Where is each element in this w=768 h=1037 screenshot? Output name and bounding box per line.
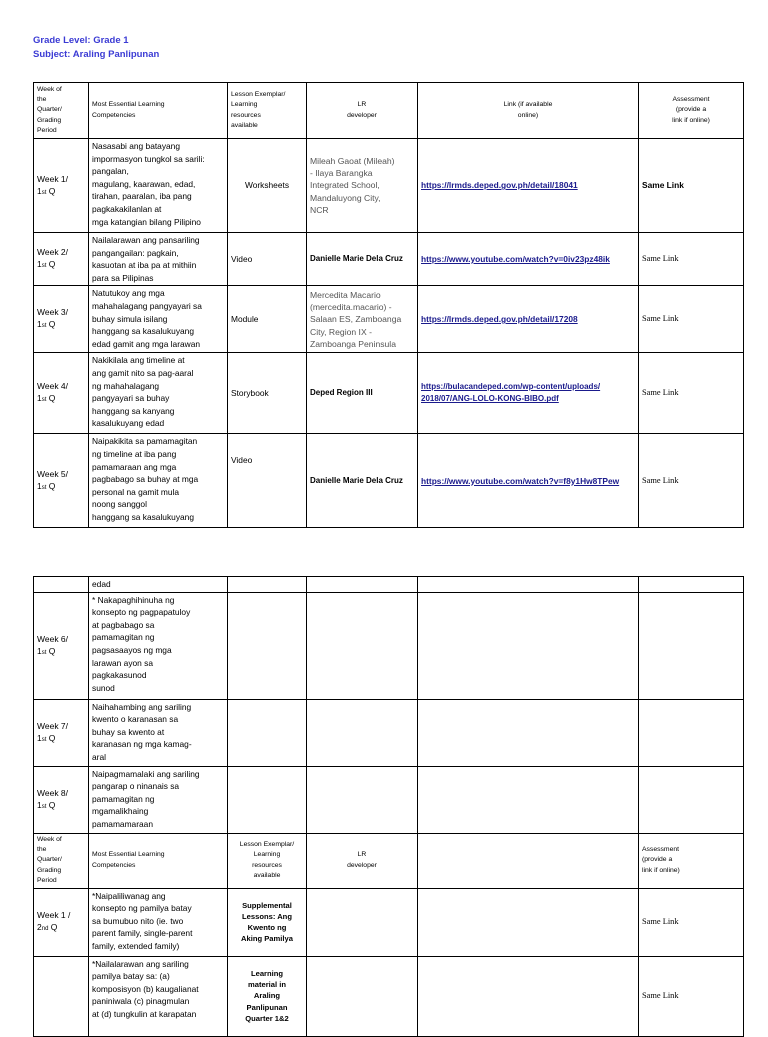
lesson-exemplar-column-header: Lesson Exemplar/ Learning resources available (228, 833, 307, 888)
week-cell: Week 5/ 1st Q (34, 434, 89, 528)
week-cell: Week 4/ 1st Q (34, 353, 89, 434)
week-cell: Week 7/ 1st Q (34, 699, 89, 766)
week-column-header: Week of the Quarter/ Grading Period (34, 83, 89, 139)
competency-cell: Naipagmamalaki ang sariling pangarap o ninanais sa pamamagitan ng mgamalikhaing pamamamaraan (89, 766, 228, 833)
competency-cell: Nasasabi ang batayang impormasyon tungkol sa sarili: pangalan, magulang, kaarawan, edad, tirahan, paaralan, iba pang pagkakakilanlan at mga katangian bilang Pilipino (89, 139, 228, 233)
competency-cell: Nakikilala ang timeline at ang gamit nito sa pag-aaral ng mahahalagang pangyayari sa buhay hanggang sa kanyang kasalukuyang edad (89, 353, 228, 434)
curriculum-table-page-2 (33, 576, 744, 1037)
grade-level-heading: Grade Level: Grade 1 (33, 35, 129, 46)
assessment-cell: Same Link (639, 434, 744, 528)
assessment-cell (639, 577, 744, 593)
lr-developer-column-header: LR developer (307, 833, 418, 888)
assessment-cell: Same Link (639, 139, 744, 233)
developer-cell (307, 699, 418, 766)
table-row (34, 766, 744, 833)
developer-cell (307, 888, 418, 956)
material-cell (228, 592, 307, 699)
material-cell: Video (228, 233, 307, 286)
week-cell: Week 2/ 1st Q (34, 233, 89, 286)
link-cell (418, 577, 639, 593)
table-row (34, 434, 744, 528)
week-cell: Week 3/ 1st Q (34, 286, 89, 353)
week-cell: Week 1/ 1st Q (34, 139, 89, 233)
assessment-column-header: Assessment (provide a link if online) (639, 833, 744, 888)
competency-cell: Naipakikita sa pamamagitan ng timeline at iba pang pamamaraan ang mga pagbabago sa buhay at mga personal na gamit mula noong sanggol hanggang sa kasalukuyang (89, 434, 228, 528)
competency-cell: *Nailalarawan ang sariling pamilya batay sa: (a) komposisyon (b) kaugalianat paniniwala (c) pinagmulan at (d) tungkulin at karapatan (89, 956, 228, 1036)
table-row (34, 286, 744, 353)
competency-cell: Nailalarawan ang pansariling pangangailan: pagkain, kasuotan at iba pa at mithiin para sa Pilipinas (89, 233, 228, 286)
lesson-exemplar-column-header: Lesson Exemplar/ Learning resources available (228, 83, 307, 139)
competency-cell: *Naipaliliwanag ang konsepto ng pamilya batay sa bumubuo nito (ie. two parent family, single-parent family, extended family) (89, 888, 228, 956)
table-header-row (34, 83, 744, 139)
table-row (34, 233, 744, 286)
competency-cell: Naihahambing ang sariling kwento o karanasan sa buhay sa kwento at karanasan ng mga kamag- aral (89, 699, 228, 766)
week-cell: Week 8/ 1st Q (34, 766, 89, 833)
table-row (34, 699, 744, 766)
link-cell (418, 956, 639, 1036)
competency-column-header: Most Essential Learning Competencies (89, 833, 228, 888)
table-row (34, 592, 744, 699)
material-cell: Module (228, 286, 307, 353)
assessment-cell (639, 592, 744, 699)
developer-cell: Danielle Marie Dela Cruz (307, 233, 418, 286)
link-column-header (418, 833, 639, 888)
resource-link[interactable]: https://lrmds.deped.gov.ph/detail/17208 (418, 286, 639, 353)
assessment-cell: Same Link (639, 353, 744, 434)
lr-developer-column-header: LR developer (307, 83, 418, 139)
resource-link[interactable]: https://www.youtube.com/watch?v=0iv23pz48ik (418, 233, 639, 286)
table-row (34, 577, 744, 593)
developer-cell (307, 577, 418, 593)
table-row (34, 956, 744, 1036)
competency-cell: edad (89, 577, 228, 593)
resource-link[interactable]: https://www.youtube.com/watch?v=f8y1Hw8TPew (418, 434, 639, 528)
competency-column-header: Most Essential Learning Competencies (89, 83, 228, 139)
assessment-cell: Same Link (639, 233, 744, 286)
assessment-cell (639, 699, 744, 766)
table-row (34, 888, 744, 956)
developer-cell: Deped Region III (307, 353, 418, 434)
developer-cell: Mercedita Macario (mercedita.macario) - Salaan ES, Zamboanga City, Region IX - Zamboanga Peninsula (307, 286, 418, 353)
material-cell (228, 766, 307, 833)
week-cell: Week 1 / 2nd Q (34, 888, 89, 956)
week-cell (34, 956, 89, 1036)
developer-cell (307, 592, 418, 699)
link-cell (418, 699, 639, 766)
link-cell (418, 592, 639, 699)
table-row (34, 353, 744, 434)
assessment-cell: Same Link (639, 286, 744, 353)
developer-cell (307, 956, 418, 1036)
link-cell (418, 888, 639, 956)
resource-link[interactable]: https://bulacandeped.com/wp-content/uploads/ 2018/07/ANG-LOLO-KONG-BIBO.pdf (418, 353, 639, 434)
material-cell: Video (228, 434, 307, 528)
competency-cell: * Nakapaghihinuha ng konsepto ng pagpapatuloy at pagbabago sa pamamagitan ng pagsasaayos ng mga larawan ayon sa pagkakasunod sunod (89, 592, 228, 699)
competency-cell: Natutukoy ang mga mahahalagang pangyayari sa buhay simula isilang hanggang sa kasalukuyang edad gamit ang mga larawan (89, 286, 228, 353)
material-cell (228, 699, 307, 766)
curriculum-table-page-1 (33, 82, 744, 528)
developer-cell: Danielle Marie Dela Cruz (307, 434, 418, 528)
material-cell: Worksheets (228, 139, 307, 233)
assessment-cell: Same Link (639, 888, 744, 956)
link-cell (418, 766, 639, 833)
developer-cell: Mileah Gaoat (Mileah) - Ilaya Barangka Integrated School, Mandaluyong City, NCR (307, 139, 418, 233)
assessment-cell (639, 766, 744, 833)
week-cell (34, 577, 89, 593)
resource-link[interactable]: https://lrmds.deped.gov.ph/detail/18041 (418, 139, 639, 233)
link-column-header: Link (if available online) (418, 83, 639, 139)
material-cell (228, 577, 307, 593)
material-cell: Storybook (228, 353, 307, 434)
developer-cell (307, 766, 418, 833)
subject-heading: Subject: Araling Panlipunan (33, 49, 160, 60)
week-cell: Week 6/ 1st Q (34, 592, 89, 699)
table-row (34, 139, 744, 233)
table-header-row (34, 833, 744, 888)
assessment-cell: Same Link (639, 956, 744, 1036)
week-column-header: Week of the Quarter/ Grading Period (34, 833, 89, 888)
material-cell: Learning material in Araling Panlipunan Quarter 1&2 (228, 956, 307, 1036)
assessment-column-header: Assessment (provide a link if online) (639, 83, 744, 139)
material-cell: Supplemental Lessons: Ang Kwento ng Aking Pamilya (228, 888, 307, 956)
